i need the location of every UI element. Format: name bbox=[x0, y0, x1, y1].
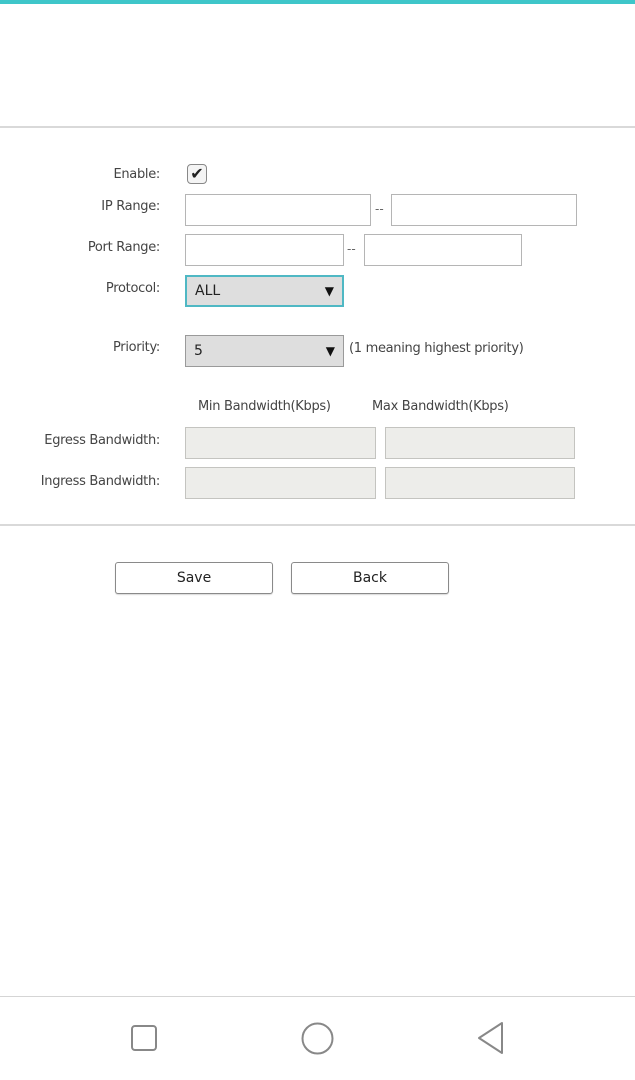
protocol-select[interactable] bbox=[185, 275, 344, 307]
enable-label: Enable: bbox=[113, 167, 160, 182]
enable-checkbox[interactable] bbox=[187, 164, 207, 184]
bottom-divider bbox=[0, 524, 635, 526]
recent-apps-icon[interactable] bbox=[130, 1024, 158, 1052]
back-button[interactable]: Back bbox=[291, 562, 449, 594]
ingress-bandwidth-label: Ingress Bandwidth: bbox=[40, 474, 160, 489]
port-start-input[interactable] bbox=[185, 234, 344, 266]
egress-bandwidth-label: Egress Bandwidth: bbox=[44, 433, 160, 448]
ip-range-label: IP Range: bbox=[101, 199, 160, 214]
egress-max-input bbox=[385, 427, 575, 459]
port-range-separator: -- bbox=[347, 242, 356, 256]
home-icon[interactable] bbox=[300, 1021, 335, 1056]
checkmark-icon: ✔ bbox=[190, 164, 204, 183]
priority-note: (1 meaning highest priority) bbox=[349, 341, 524, 356]
priority-value: 5 bbox=[194, 343, 203, 359]
navbar-divider bbox=[0, 996, 635, 997]
top-divider bbox=[0, 126, 635, 128]
system-navigation-bar bbox=[0, 996, 635, 1080]
port-range-label: Port Range: bbox=[87, 240, 160, 255]
dropdown-arrow-icon: ▼ bbox=[325, 344, 335, 358]
save-button[interactable]: Save bbox=[115, 562, 273, 594]
dropdown-arrow-icon: ▼ bbox=[324, 284, 334, 298]
ip-start-input[interactable] bbox=[185, 194, 371, 226]
ip-range-separator: -- bbox=[375, 202, 384, 216]
protocol-value: ALL bbox=[195, 283, 221, 299]
ip-end-input[interactable] bbox=[391, 194, 577, 226]
port-end-input[interactable] bbox=[364, 234, 522, 266]
max-bandwidth-header: Max Bandwidth(Kbps) bbox=[372, 399, 509, 414]
priority-select[interactable] bbox=[185, 335, 344, 367]
egress-min-input bbox=[185, 427, 376, 459]
top-accent-bar bbox=[0, 0, 635, 4]
protocol-label: Protocol: bbox=[105, 281, 160, 296]
back-icon[interactable] bbox=[476, 1021, 506, 1055]
priority-label: Priority: bbox=[112, 340, 160, 355]
ingress-min-input bbox=[185, 467, 376, 499]
ingress-max-input bbox=[385, 467, 575, 499]
min-bandwidth-header: Min Bandwidth(Kbps) bbox=[198, 399, 331, 414]
